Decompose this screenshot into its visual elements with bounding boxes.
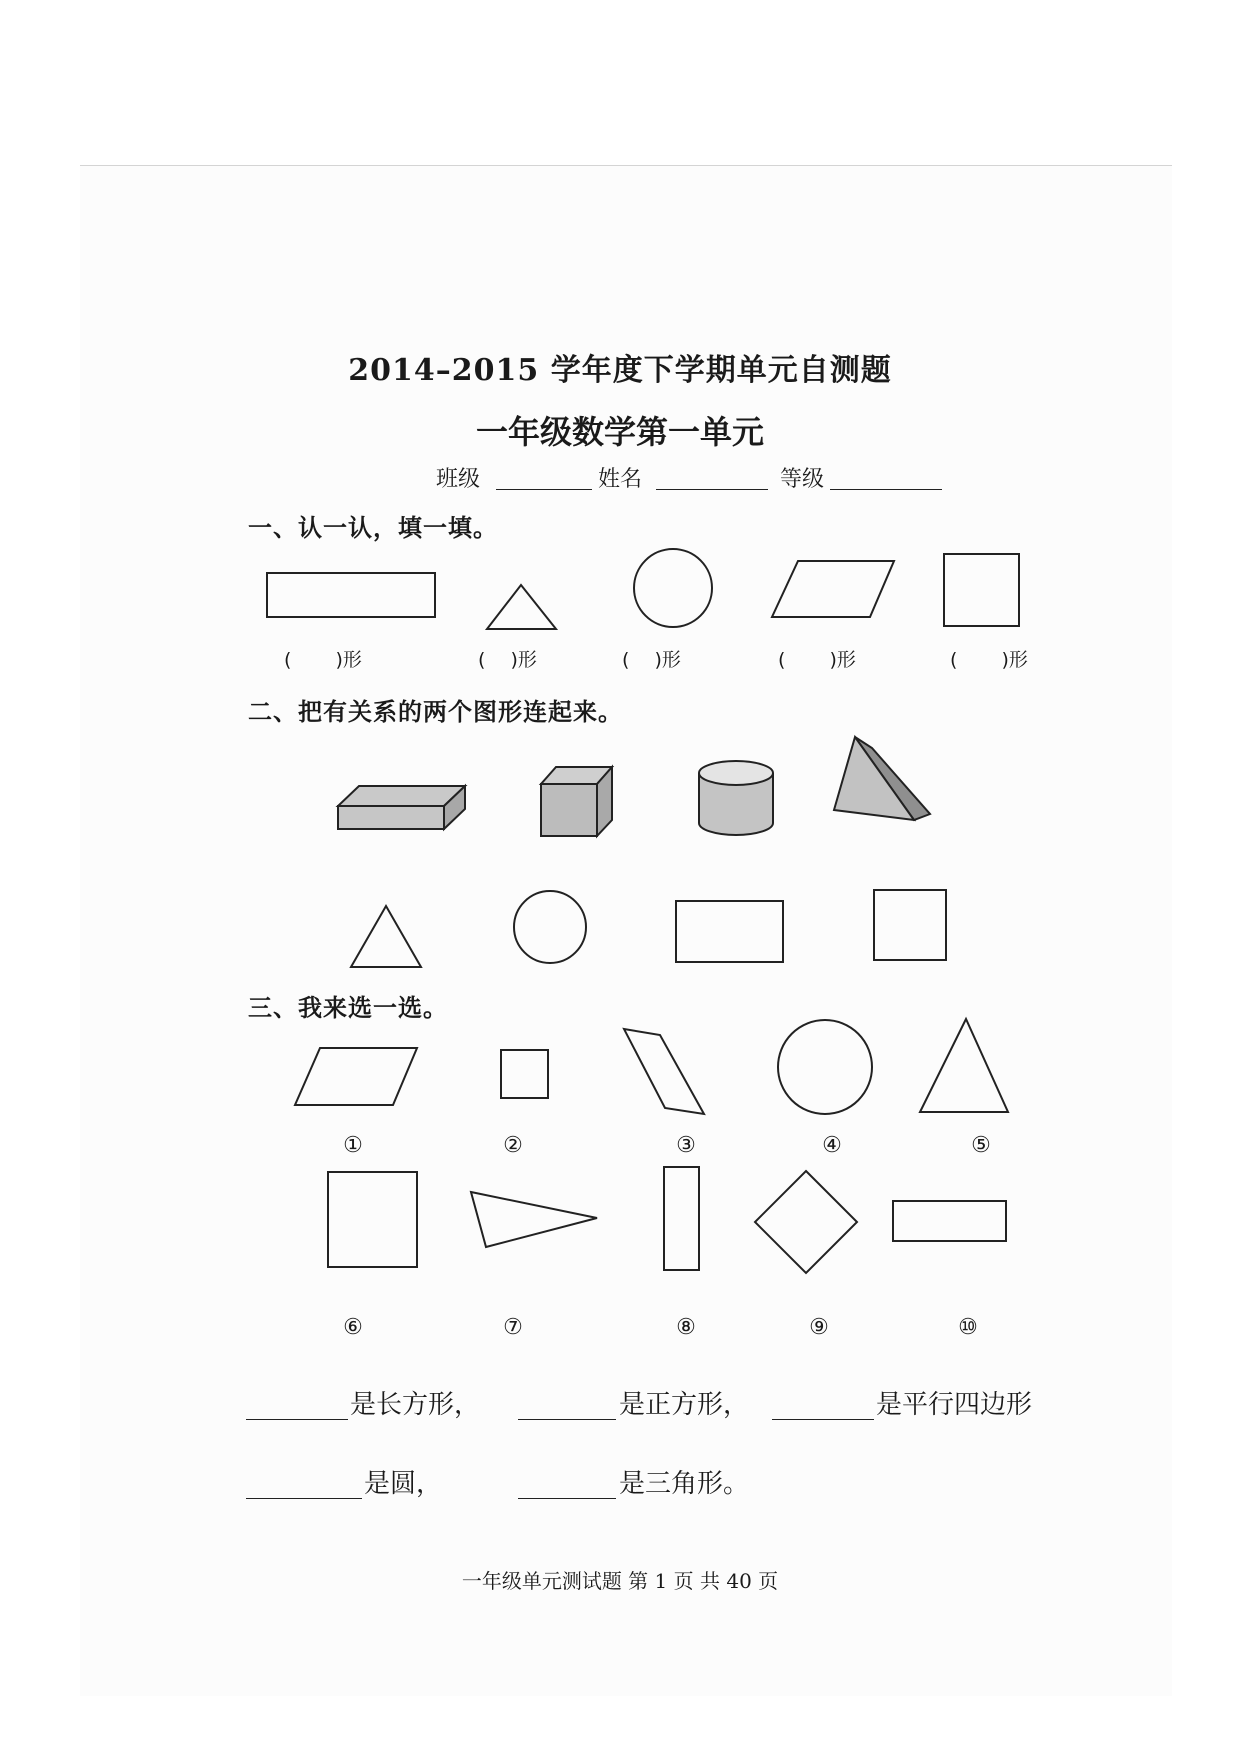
shape-8-rectangle[interactable] [664, 1167, 699, 1270]
shape-5-triangle[interactable] [920, 1019, 1008, 1112]
number-9: ⑨ [809, 1315, 829, 1340]
parallelogram-answer-label: 是平行四边形 [876, 1390, 1033, 1420]
number-8: ⑧ [676, 1315, 696, 1340]
number-1: ① [343, 1133, 363, 1158]
page-title: 2014–2015 学年度下学期单元自测题 [348, 353, 892, 388]
shape-3-rhombus[interactable] [624, 1029, 704, 1114]
number-7: ⑦ [503, 1315, 523, 1340]
shape-10-rectangle[interactable] [893, 1201, 1006, 1241]
grade-label: 等级 [780, 467, 825, 492]
shape-6-square[interactable] [328, 1172, 417, 1267]
blank-2[interactable]: ( )形 [478, 649, 537, 671]
rectangle-answer-label: 是长方形， [350, 1390, 481, 1420]
rectangle-answer-field[interactable] [246, 1419, 348, 1420]
parallelogram-answer-field[interactable] [772, 1419, 874, 1420]
shape-1-parallelogram[interactable] [295, 1048, 417, 1105]
triangle-answer-field[interactable] [518, 1498, 616, 1499]
number-4: ④ [822, 1133, 842, 1158]
number-5: ⑤ [971, 1133, 991, 1158]
blank-1[interactable]: ( )形 [284, 649, 362, 671]
number-3: ③ [676, 1133, 696, 1158]
number-10: ⑩ [958, 1315, 978, 1340]
square-answer-label: 是正方形， [619, 1390, 750, 1420]
shape-2-square[interactable] [501, 1050, 548, 1098]
page-footer: 一年级单元测试题 第 1 页 共 40 页 [461, 1569, 779, 1593]
shape-4-circle[interactable] [778, 1020, 872, 1114]
number-6: ⑥ [343, 1315, 363, 1340]
blank-5[interactable]: ( )形 [950, 649, 1028, 671]
circle-answer-label: 是圆， [364, 1469, 443, 1499]
section-3-heading: 三、我来选一选。 [248, 994, 448, 1022]
class-label: 班级 [436, 467, 481, 492]
number-2: ② [503, 1133, 523, 1158]
section-2-heading: 二、把有关系的两个图形连起来。 [248, 698, 623, 726]
circle-answer-field[interactable] [246, 1498, 362, 1499]
square-answer-field[interactable] [518, 1419, 616, 1420]
name-label: 姓名 [598, 467, 643, 492]
page-subtitle: 一年级数学第一单元 [475, 413, 764, 451]
blank-4[interactable]: ( )形 [778, 649, 856, 671]
section-1-heading: 一、认一认，填一填。 [248, 514, 498, 542]
shape-7-triangle[interactable] [471, 1192, 597, 1247]
shape-9-diamond[interactable] [755, 1171, 857, 1273]
triangle-answer-label: 是三角形。 [619, 1469, 750, 1499]
blank-3[interactable]: ( )形 [622, 649, 681, 671]
